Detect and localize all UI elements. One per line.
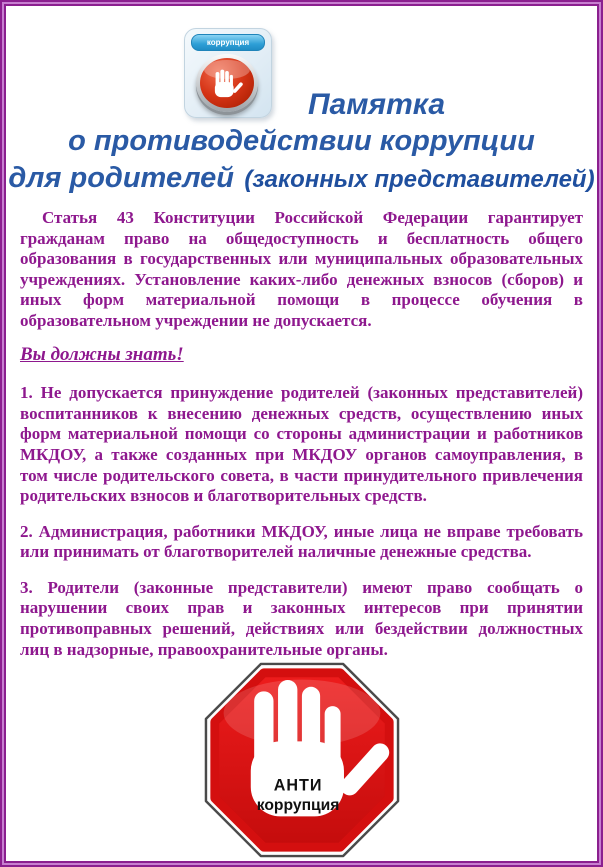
stop-sign-icon xyxy=(203,662,401,858)
list-item-2: 2. Администрация, работники МКДОУ, иные лица не вправе требовать или принимать от благотворителей наличные денежные средства. xyxy=(20,521,583,562)
page-border-inner-stripe xyxy=(2,2,601,865)
corruption-banner-label: коррупция xyxy=(191,34,265,51)
page-title: Памятка xyxy=(307,88,446,121)
anti-corruption-stop-sign xyxy=(6,662,597,863)
page-subtitle: о противодействии коррупции xyxy=(68,125,535,157)
body-text xyxy=(20,208,583,660)
sign-text-line2: коррупция xyxy=(256,797,339,815)
audience-sub: (законных представителей) xyxy=(244,166,595,193)
list-item-3: 3. Родители (законные представители) имеют право сообщать о нарушении своих прав и законных интересов при принятии противоправных решений, действиях или бездействии должностных лиц в надзорные, правоохранительные органы. xyxy=(20,577,583,659)
audience-main: для родителей xyxy=(8,162,234,194)
header xyxy=(6,6,597,208)
sign-text-line1: АНТИ xyxy=(273,776,322,795)
memo-page xyxy=(4,4,599,863)
know-heading: Вы должны знать! xyxy=(20,344,184,366)
page-subtitle-audience xyxy=(6,162,597,195)
intro-paragraph: Статья 43 Конституции Российской Федерации гарантирует гражданам право на общедоступность и бесплатность общего образования в государственных или муниципальных образовательных учреждениях. Установление каких-либо денежных взносов (сборов) и иных форм материальной помощи в процессе обучения в образовательном учреждении не допускается. xyxy=(20,208,583,330)
list-item-1: 1. Не допускается принуждение родителей (законных представителей) воспитанников к внесению денежных средств, осуществлению иных форм материальной помощи со стороны администрации и работников МКДОУ, а также созданных при МКДОУ органов самоуправления, в том числе родительского совета, в части принудительного привлечения родительских взносов и благотворительных средств. xyxy=(20,383,583,506)
